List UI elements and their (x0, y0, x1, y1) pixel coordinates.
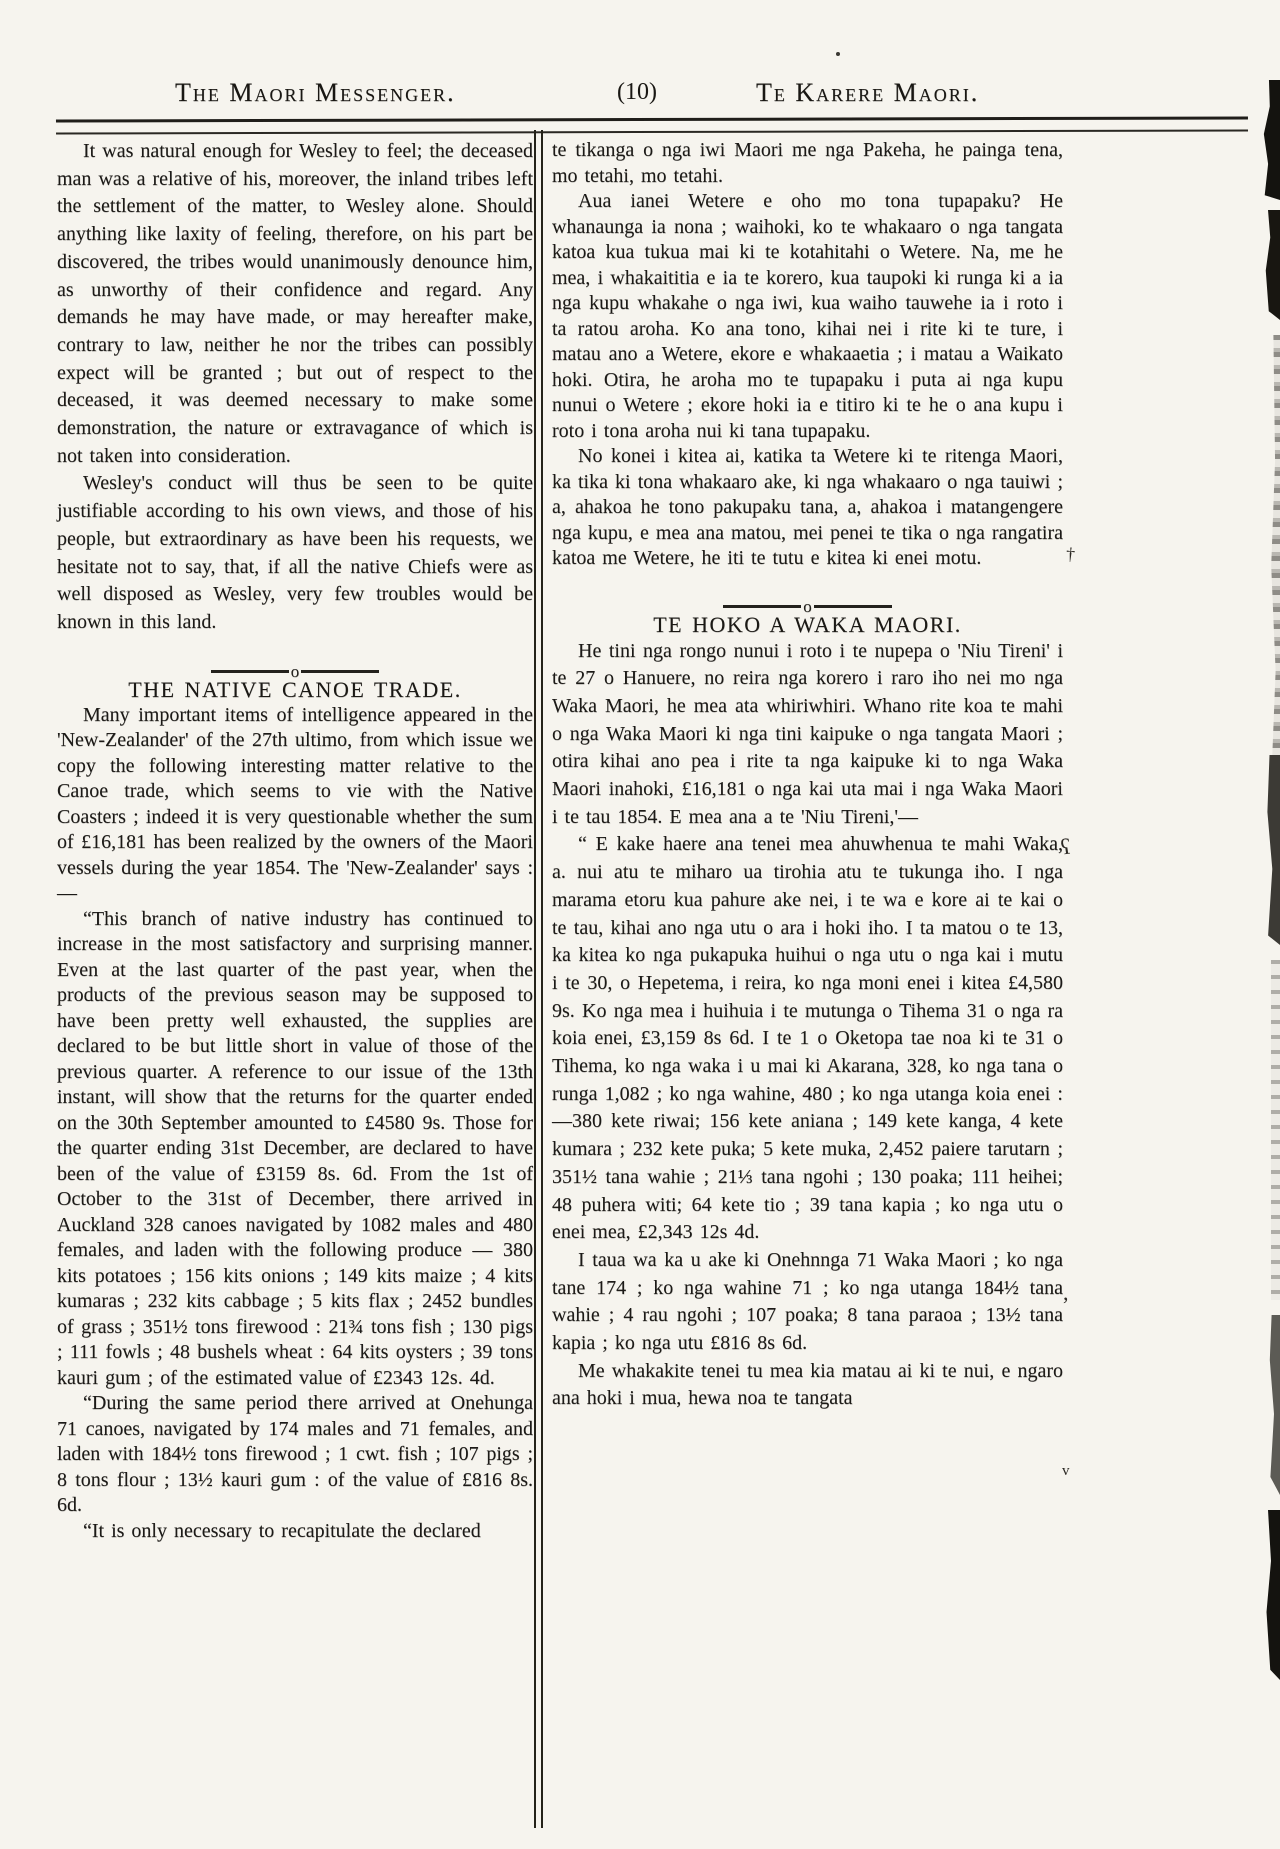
margin-ink-mark: ʕ (1059, 833, 1073, 860)
divider-bar (211, 670, 289, 673)
section-heading-english: THE NATIVE CANOE TRADE. (128, 676, 462, 702)
masthead-double-rule (56, 116, 1248, 134)
ink-smudge (1271, 960, 1280, 1300)
ink-smudge (1268, 1315, 1280, 1495)
paragraph-maori-3: No konei i kitea ai, katika ta Wetere ki te ritenga Maori, ka tika ki tona whakaaro ake, ki nga whakaaro o nga tauiwi ; a, ahakoa he tono pakupaku tana, a, ahakoa i matangengere nga kupu, e mea ana matou, mei penei te tika o nga rangatira katoa me Wetere, he iti te tutu e kitea ki enei motu. (552, 445, 1063, 569)
paragraph-waka-quote-2: I taua wa ka u ake ki Onehnnga 71 Waka Maori ; ko nga tane 174 ; ko nga wahine 71 ; ko nga utanga 184½ tana wahie ; 4 rau ngohi ; 107 poaka; 8 tana paraoa ; 13½ tana kapia ; ko nga utu £816 8s 6d. (552, 1248, 1063, 1355)
paragraph-waka-quote-3: Me whakakite tenei tu mea kia matau ai ki te nui, e ngaro ana hoki i mua, hewa noa te tangata (552, 1359, 1063, 1410)
paragraph-canoe-quote-3: “It is only necessary to recapitulate the declared (83, 1519, 481, 1542)
divider-ornament: o (290, 661, 300, 681)
masthead-title-maori: Te Karere Maori. (756, 78, 980, 107)
scan-edge-artifact (1258, 55, 1280, 1655)
section-divider (708, 596, 908, 616)
paragraph-canoe-quote-2: “During the same period there arrived at Onehunga 71 canoes, navigated by 174 males and 71 females, and laden with 184½ tons firewood ; 1 cwt. fish ; 107 pigs ; 8 tons flour ; 13½ kauri gum : of the value of £816 8s. 6d. (57, 1392, 533, 1517)
ink-speck (836, 52, 840, 56)
paragraph-maori-1: te tikanga o nga iwi Maori me nga Pakeha, he painga tena, mo tetahi, mo tetahi. (552, 139, 1063, 187)
masthead-title-english: The Maori Messenger. (175, 78, 456, 107)
masthead (0, 78, 1280, 118)
column-maori (552, 138, 1063, 1413)
column-divider-rule (534, 130, 543, 1828)
divider-bar (301, 670, 379, 673)
ink-smudge (1269, 335, 1280, 755)
margin-ink-mark: , (1063, 1280, 1069, 1305)
margin-ink-mark: v (1062, 1463, 1070, 1479)
divider-bar (814, 605, 892, 608)
ink-smudge (1263, 80, 1280, 200)
column-english (57, 138, 533, 1544)
page-number: (10) (617, 79, 657, 105)
paragraph-waka-quote-1: “ E kake haere ana tenei mea ahuwhenua te mahi Waka, a. nui atu te miharo ua tirohia atu te tukunga iho. I nga marama etoru kua pahure ake nei, i te wa e kore ai te kai o te tau, kihai ano nga utu o ara i hoki iho. I ta matou o te 13, ka kitea ko nga pukapuka huihui o nga utu o nga kai i mutu i te 30, o Hepetema, i reira, ko nga moni enei i kitea £4,580 9s. Ko nga mea i huihuia i te mutunga o Tihema 31 o nga ra koia enei, £3,159 8s 6d. I te 1 o Oketopa tae noa ki te 31 o Tihema, ko nga waka i u mai ki Akarana, 328, ko nga tana o runga 1,082 ; ko nga wahine, 480 ; ko nga utanga koia enei :—380 kete riwai; 156 kete aniana ; 149 kete kanga, 4 kete kumara ; 232 kete puka; 5 kete muka, 2,452 paiere tarutarn ; 351½ tana wahie ; 21⅓ tana ngohi ; 130 poaka; 111 heihei; 48 puhera witi; 64 kete tio ; 39 tana kapia ; ko nga utu o enei mea, £2,343 12s 4d. (552, 833, 1063, 1244)
paragraph-wesley-2: Wesley's conduct will thus be seen to be quite justifiable according to his own views, and those of his people, but extraordinary as have been his requests, we hesitate not to say, that, if all the native Chiefs were as well disposed as Wesley, very few troubles would be known in this land. (57, 472, 533, 633)
margin-ink-mark: † (1065, 543, 1076, 565)
section-heading-maori: TE HOKO A WAKA MAORI. (653, 611, 962, 637)
ink-smudge (1265, 1510, 1280, 1680)
divider-bar (723, 605, 801, 608)
paragraph-wesley-1: It was natural enough for Wesley to feel; the deceased man was a relative of his, moreover, the inland tribes left the settlement of the matter, to Wesley alone. Should anything like laxity of feeling, therefore, on his part be discovered, the tribes would unanimously denounce him, as unworthy of their confidence and regard. Any demands he may have made, or may hereafter make, contrary to law, neither he nor the tribes can possibly expect will be granted ; but out of respect to the deceased, it was deemed necessary to make some demonstration, the nature or extravagance of which is not taken into consideration. (57, 140, 533, 467)
paragraph-maori-2: Aua ianei Wetere e oho mo tona tupapaku? He whanaunga ia nona ; waihoki, ko te whakaaro o nga tangata katoa kua tukua mai ki te kotahitahi o Wetere. Na, me he mea, i whakaititia e ia te korero, kua taupoki ki runga ki a ia nga kupu whakahe o nga iwi, kua waiho tauwehe ia i roto i ta ratou aroha. Ko ana tono, kihai nei i rite ki te ture, i matau ano a Wetere, ekore e whakaaetia ; i matau a Waikato hoki. Otira, he aroha mo te tupapaku i puta ai nga kupu nunui o Wetere ; ekore hoki ia e titiro ki te he o ana kupu i roto i tona aroha nui ki tana tupapaku. (552, 190, 1063, 442)
divider-ornament: o (803, 596, 812, 616)
ink-smudge (1266, 755, 1280, 945)
section-divider (195, 661, 395, 681)
paragraph-waka-intro: He tini nga rongo nunui i roto i te nupepa o 'Niu Tireni' i te 27 o Hanuere, no reira nga korero i raro iho nei mo nga Waka Maori, he mea ata whiriwhiri. Whano rite koa te mahi o nga Waka Maori ki nga tini kaipuke o nga tangata Maori ; otira kihai ano pea i rite ta nga kaipuke ki to nga Waka Maori inahoki, £16,181 o nga kai uta mai i nga Waka Maori i te tau 1854. E mea ana a te 'Niu Tireni,'— (552, 639, 1063, 828)
ink-smudge (1265, 210, 1280, 320)
paragraph-canoe-intro: Many important items of intelligence appeared in the 'New-Zealander' of the 27th ultimo, from which issue we copy the following interesting matter relative to the Canoe trade, which seems to vie with the Native Coasters ; indeed it is very questionable whether the sum of £16,181 has been realized by the owners of the Maori vessels during the year 1854. The 'New-Zealander' says :— (57, 703, 533, 905)
paragraph-canoe-quote-1: “This branch of native industry has continued to increase in the most satisfactory and surprising manner. Even at the last quarter of the past year, when the products of the previous season may be supposed to have been pretty well exhausted, the supplies are declared to be but little short in value of those of the previous quarter. A reference to our issue of the 13th instant, will show that the returns for the quarter ended on the 30th September amounted to £4580 9s. Those for the quarter ending 31st December, are declared to have been of the value of £3159 8s. 6d. From the 1st of October to the 31st of December, there arrived in Auckland 328 canoes navigated by 1082 males and 480 females, and laden with the following produce — 380 kits potatoes ; 156 kits onions ; 149 kits maize ; 4 kits kumaras ; 232 kits cabbage ; 5 kits flax ; 2452 bundles of grass ; 351½ tons firewood : 21¾ tons fish ; 130 pigs ; 111 fowls ; 48 bushels wheat : 64 kits oysters ; 39 tons kauri gum ; of the estimated value of £2343 12s. 4d. (57, 907, 533, 1389)
